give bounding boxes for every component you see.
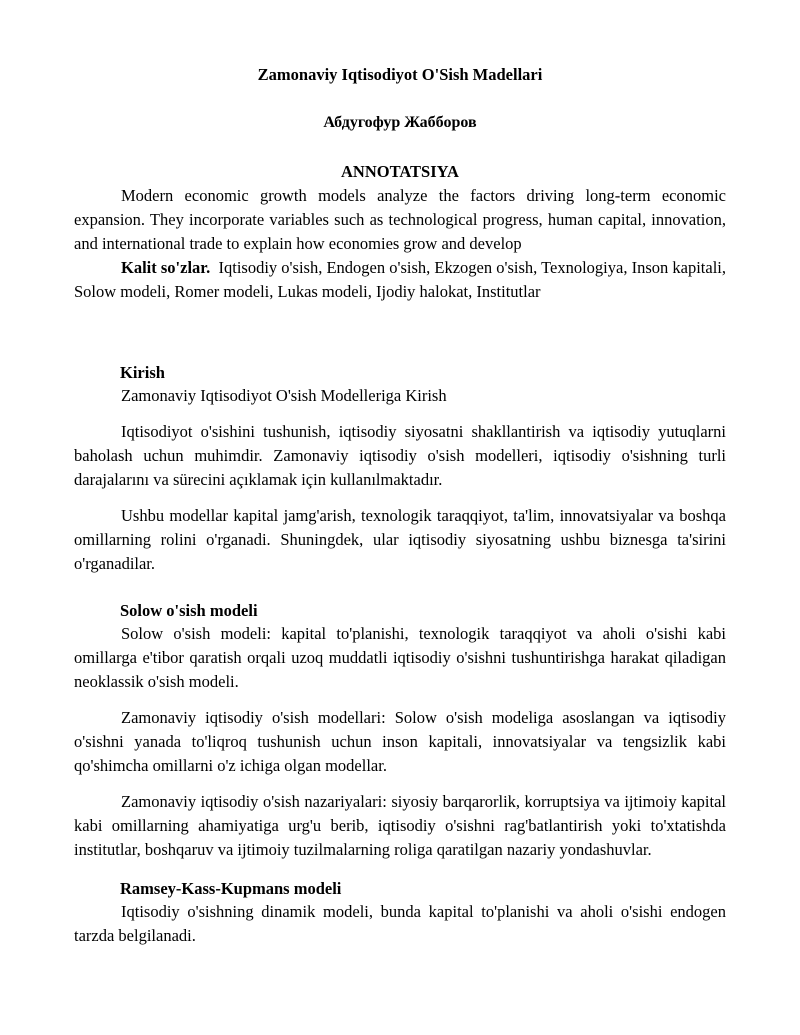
document-title: Zamonaviy Iqtisodiyot O'Sish Madellari <box>257 65 543 84</box>
ramsey-paragraph-1: Iqtisodiy o'sishning dinamik modeli, bunda kapital to'planishi va aholi o'sishi endogen tarzda belgilanadi. <box>74 902 726 945</box>
intro-subheading: Zamonaviy Iqtisodiyot O'sish Modelleriga Kirish <box>121 386 447 405</box>
section-heading-ramsey: Ramsey-Kass-Kupmans modeli <box>120 879 342 898</box>
spacer <box>74 408 726 420</box>
solow-paragraph-1: Solow o'sish modeli: kapital to'planishi, texnologik taraqqiyot va aholi o'sishi kabi omillarga e'tibor qaratish orqali uzoq muddatli iqtisodiy o'sishni tushuntirishga harakat qiladigan neoklassik o'sish modeli. <box>74 624 726 691</box>
author-name: Абдугофур Жабборов <box>323 114 477 131</box>
keywords-paragraph <box>74 256 726 304</box>
annotation-text: Modern economic growth models analyze the factors driving long-term economic expansion. They incorporate variables such as technological progress, human capital, innovation, and international trade to explain how economies grow and develop <box>74 186 726 253</box>
intro-paragraph-2: Ushbu modellar kapital jamg'arish, texnologik taraqqiyot, ta'lim, innovatsiyalar va boshqa omillarning rolini o'rganadi. Shuningdek, ular iqtisodiy siyosatning ushbu biznesga ta'sirini o'rganadilar. <box>74 506 726 573</box>
solow-paragraph-2: Zamonaviy iqtisodiy o'sish modellari: Solow o'sish modeliga asoslangan va iqtisodiy o'sishni yanada to'liqroq tushunish uchun inson kapitali, innovatsiyalar va tengsizlik kabi qo'shimcha omillarni o'z ichiga olgan modellar. <box>74 708 726 775</box>
spacer <box>74 492 726 504</box>
spacer <box>74 694 726 706</box>
document-page <box>74 64 726 948</box>
section-heading-solow: Solow o'sish modeli <box>120 601 258 620</box>
keywords-label: Kalit so'zlar. <box>121 258 211 277</box>
spacer <box>74 778 726 790</box>
spacer <box>74 304 726 362</box>
intro-paragraph-1: Iqtisodiyot o'sishini tushunish, iqtisodiy siyosatni shakllantirish va iqtisodiy yutuqlarni baholash uchun muhimdir. Zamonaviy iqtisodiy o'sish modelleri, iqtisodiy o'sishning turli darajalarını va sürecini açıklamak için kullanılmaktadır. <box>74 422 726 489</box>
annotation-heading: ANNOTATSIYA <box>341 162 459 181</box>
section-heading-kirish: Kirish <box>120 363 165 382</box>
spacer <box>74 862 726 878</box>
keywords-text: Iqtisodiy o'sish, Endogen o'sish, Ekzogen o'sish, Texnologiya, Inson kapitali, Solow modeli, Romer modeli, Lukas modeli, Ijodiy halokat, Institutlar <box>74 258 726 301</box>
spacer <box>74 576 726 600</box>
solow-paragraph-3: Zamonaviy iqtisodiy o'sish nazariyalari: siyosiy barqarorlik, korruptsiya va ijtimoiy kapital kabi omillarning ahamiyatiga urg'u berib, iqtisodiy o'sishni rag'batlantirish yoki to'xtatishda institutlar, boshqaruv va ijtimoiy tuzilmalarning roliga qaratilgan nazariy yondashuvlar. <box>74 792 726 859</box>
